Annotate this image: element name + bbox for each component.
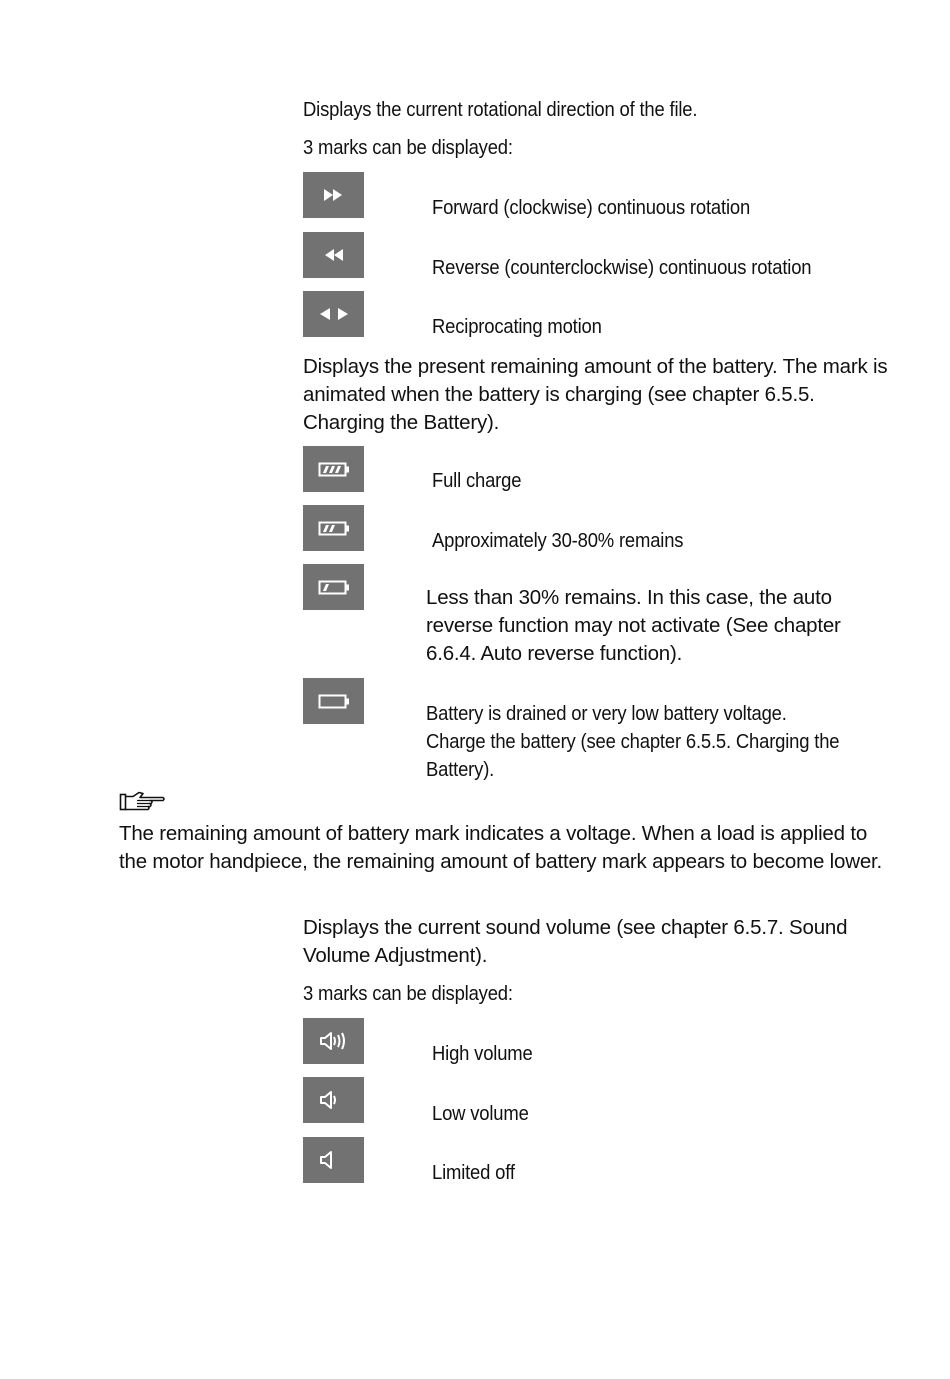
speaker-off-icon bbox=[303, 1137, 364, 1183]
battery-medium-icon bbox=[303, 505, 364, 551]
battery-mark-line: Charge the battery (see chapter 6.5.5. Charging the bbox=[426, 730, 840, 753]
battery-low-description bbox=[426, 584, 894, 668]
battery-mark-line: reverse function may not activate (See chapter bbox=[426, 614, 841, 637]
volume-mark-label: High volume bbox=[432, 1042, 533, 1065]
battery-mark-line: 6.6.4. Auto reverse function). bbox=[426, 642, 683, 665]
volume-intro-line: Displays the current sound volume (see chapter 6.5.7. Sound bbox=[303, 916, 848, 939]
battery-intro-line: animated when the battery is charging (see chapter 6.5.5. bbox=[303, 383, 815, 406]
rotation-mark-label: Reciprocating motion bbox=[432, 315, 602, 338]
battery-empty-description bbox=[426, 700, 839, 784]
battery-mark-label: Approximately 30-80% remains bbox=[432, 529, 684, 552]
volume-intro bbox=[303, 914, 894, 970]
volume-mark-label: Limited off bbox=[432, 1161, 515, 1184]
battery-mark-label: Full charge bbox=[432, 469, 522, 492]
battery-mark-line: Less than 30% remains. In this case, the auto bbox=[426, 586, 832, 609]
battery-note bbox=[119, 820, 894, 876]
reciprocating-arrows-icon bbox=[303, 291, 364, 337]
battery-low-icon bbox=[303, 564, 364, 610]
volume-marks-count: 3 marks can be displayed: bbox=[303, 982, 513, 1005]
rotation-marks-count: 3 marks can be displayed: bbox=[303, 136, 513, 159]
battery-mark-line: Battery is drained or very low battery voltage. bbox=[426, 702, 787, 725]
volume-intro-line: Volume Adjustment). bbox=[303, 944, 488, 967]
rotation-intro: Displays the current rotational direction of the file. bbox=[303, 98, 698, 121]
battery-intro-line: Displays the present remaining amount of the battery. The mark is bbox=[303, 355, 888, 378]
volume-mark-label: Low volume bbox=[432, 1102, 529, 1125]
pointing-hand-icon bbox=[119, 789, 167, 813]
speaker-low-icon bbox=[303, 1077, 364, 1123]
battery-mark-line: Battery). bbox=[426, 758, 495, 781]
rotation-mark-label: Forward (clockwise) continuous rotation bbox=[432, 196, 751, 219]
battery-empty-icon bbox=[303, 678, 364, 724]
battery-intro-line: Charging the Battery). bbox=[303, 411, 500, 434]
note-line: The remaining amount of battery mark indicates a voltage. When a load is applied to bbox=[119, 822, 868, 845]
rotation-mark-label: Reverse (counterclockwise) continuous rotation bbox=[432, 256, 812, 279]
speaker-high-icon bbox=[303, 1018, 364, 1064]
reverse-arrows-icon bbox=[303, 232, 364, 278]
note-line: the motor handpiece, the remaining amount of battery mark appears to become lower. bbox=[119, 850, 883, 873]
battery-intro bbox=[303, 353, 894, 437]
battery-full-icon bbox=[303, 446, 364, 492]
forward-arrows-icon bbox=[303, 172, 364, 218]
